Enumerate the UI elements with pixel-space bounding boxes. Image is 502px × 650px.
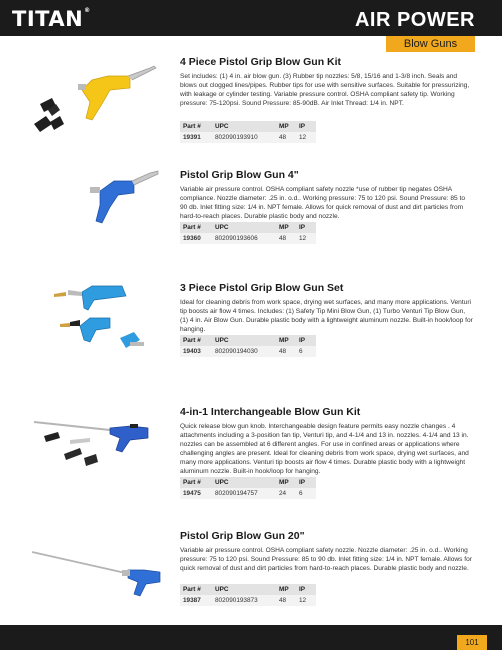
spec-table: Part # UPC MP IP 19403 802090194030 48 6 [180, 335, 316, 357]
product-description: Ideal for cleaning debris from work space, drying wet surfaces, and many more applications. Venturi tip boosts air flow 4 times. Includes: (1) Safety Tip Mini Blow Gun, (1) Turbo Venturi Tip Blow Gun, (1) 4 in. Air Blow Gun. Durable plastic body with a lightweight aluminum nozzle. Built-in hook/loop for hanging. [180, 299, 473, 333]
product-title: Pistol Grip Blow Gun 4" [180, 169, 299, 181]
blow-gun-kit-image [30, 60, 164, 146]
product-block [0, 530, 502, 620]
category-tab: Blow Guns [386, 36, 475, 52]
product-description: Variable air pressure control. OSHA compliant safety nozzle *use of rubber tip negates OSHA compliance. Nozzle diameter: .25 in. o.d.. Working pressure: 75 to 120 psi. Sound Pressure: 85 to 90 db. Inlet fitting size: 1/4 in. NPT female. Allows for quick removal of dust and dirt particles from hard-to-reach places. Durable plastic body and nozzle. [180, 186, 466, 220]
product-description: Set includes: (1) 4 in. air blow gun. (3) Rubber tip nozzles: 5/8, 15/16 and 1-3/8 inch. Seals and blows out clogged lines/pipes. Rubber tips for use with sensitive surfaces. Suitable for pressurizing, with leakage or cylinder testing. Variable pressure control. OSHA compliant safety tip. Working pressure: 75-120psi. Sound Pressure: 85-90dB. Air Inlet Thread: 1/4 in. NPT. [180, 73, 470, 107]
product-description: Variable air pressure control. OSHA compliant safety nozzle. Nozzle diameter: .25 in. o.d.. Working pressure: 75 to 120 psi. Sound Pressure: 85 to 90 db. Inlet fitting size: 1/4 in. NPT female. Allows for quick removal of dust and dirt particles from hard-to-reach places. Durable plastic body and nozzle. [180, 547, 472, 572]
section-title: AIR POWER [354, 9, 475, 31]
product-block [0, 169, 502, 269]
product-title: 4-in-1 Interchangeable Blow Gun Kit [180, 406, 361, 418]
interchangeable-blow-gun-kit-image [30, 410, 164, 496]
page-number: 101 [457, 635, 487, 650]
page-footer [0, 625, 502, 650]
spec-table: Part # UPC MP IP 19475 802090194757 24 6 [180, 477, 316, 499]
titan-logo: TITAN® [12, 7, 91, 31]
page-header [0, 0, 502, 36]
product-title: 4 Piece Pistol Grip Blow Gun Kit [180, 56, 342, 68]
blow-gun-20-image [30, 538, 164, 624]
product-block [0, 282, 502, 382]
spec-table: Part # UPC MP IP 19360 802090193606 48 12 [180, 222, 316, 244]
blow-gun-set-image [30, 280, 164, 366]
spec-table: Part # UPC MP IP 19387 802090193873 48 12 [180, 584, 316, 606]
product-title: 3 Piece Pistol Grip Blow Gun Set [180, 282, 344, 294]
spec-table: Part # UPC MP IP 19391 802090193910 48 12 [180, 121, 316, 143]
product-block [0, 406, 502, 514]
product-description: Quick release blow gun knob. Interchangeable design feature permits easy nozzle changes . 4 attachments including a 3-position fan tip, Venturi tip, and 4-1/4 and 13 in. nozzles. 4-1/4 and 13 in. nozzles can be assembled at 6 different angles. For use in confined areas or applications where challenging angles are present. Ideal for cleaning debris from work space, drying wet surfaces, and many more applications. Venturi tip boosts air flow 4 times. Durable plastic body with a lightweight aluminum nozzle. Built-in hook/loop for hanging. [180, 423, 469, 475]
product-title: Pistol Grip Blow Gun 20" [180, 530, 305, 542]
blow-gun-image [30, 167, 164, 253]
product-block [0, 56, 502, 156]
